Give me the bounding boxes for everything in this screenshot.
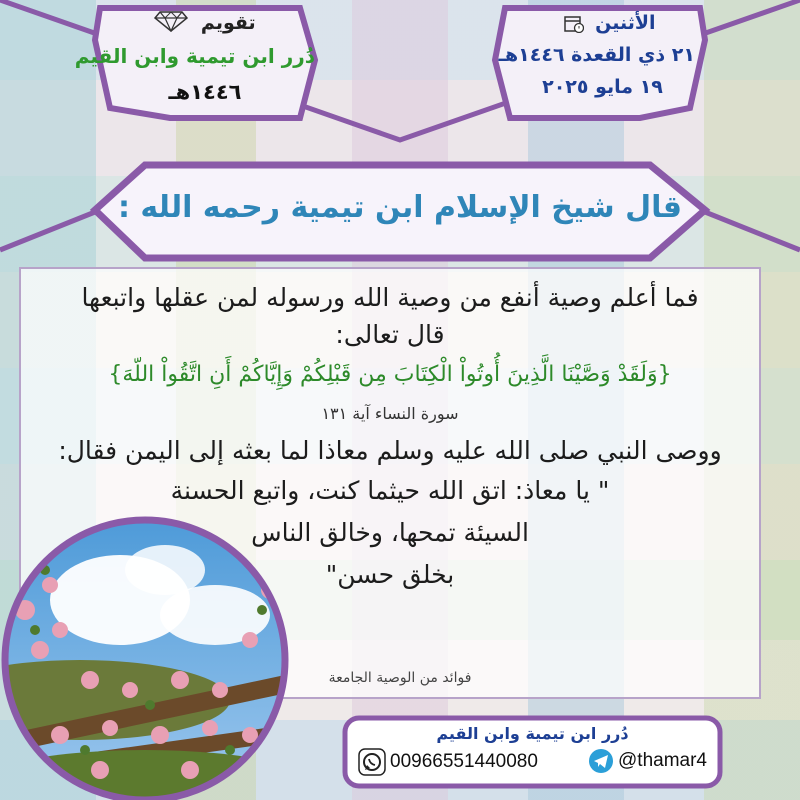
banner-line-right	[700, 210, 800, 250]
whatsapp-contact[interactable]	[358, 748, 538, 776]
verse-reference: سورة النساء آية ١٣١	[321, 404, 459, 423]
page-title: قال شيخ الإسلام ابن تيمية رحمه الله :	[117, 190, 683, 225]
footer-name: دُرر ابن تيمية وابن القيم	[436, 724, 629, 743]
body-line-3: ووصى النبي صلى الله عليه وسلم معاذا لما بعثه إلى اليمن فقال:	[58, 436, 722, 465]
header-label: تقويم	[200, 12, 256, 34]
whatsapp-icon	[358, 748, 386, 776]
telegram-icon	[588, 748, 614, 774]
gregorian-date: ١٩ مايو ٢٠٢٥	[542, 76, 663, 98]
phone-number: 00966551440080	[390, 751, 538, 772]
hijri-date: ٢١ ذي القعدة ١٤٤٦هـ	[498, 44, 695, 66]
quran-verse: {وَلَقَدْ وَصَّيْنَا الَّذِينَ أُوتُواْ الْكِتَابَ مِن قَبْلِكُمْ وَإِيَّاكُمْ أَنِ اتَّقُواْ اللّهَ}	[108, 362, 672, 387]
header-name: دُرر ابن تيمية وابن القيم	[74, 44, 315, 68]
body-line-4: " يا معاذ: اتق الله حيثما كنت، واتبع الحسنة	[170, 476, 610, 505]
header-day-row	[535, 12, 685, 34]
body-line-5: السيئة تمحها، وخالق الناس	[251, 518, 529, 547]
header-label-row	[110, 10, 300, 37]
calendar-clock-icon	[564, 15, 584, 33]
source-label: فوائد من الوصية الجامعة	[328, 670, 472, 686]
telegram-contact[interactable]	[588, 748, 707, 774]
body-line-6: بخلق حسن"	[325, 560, 455, 589]
body-line-2: قال تعالى:	[335, 320, 445, 349]
banner-line-left	[0, 210, 100, 250]
header-year: ١٤٤٦هـ	[168, 80, 242, 104]
telegram-handle: @thamar4	[618, 750, 707, 771]
body-line-1: فما أعلم وصية أنفع من وصية الله ورسوله لمن عقلها واتبعها	[81, 283, 699, 312]
diamond-icon	[154, 10, 188, 37]
day-label: الأثنين	[595, 12, 656, 34]
